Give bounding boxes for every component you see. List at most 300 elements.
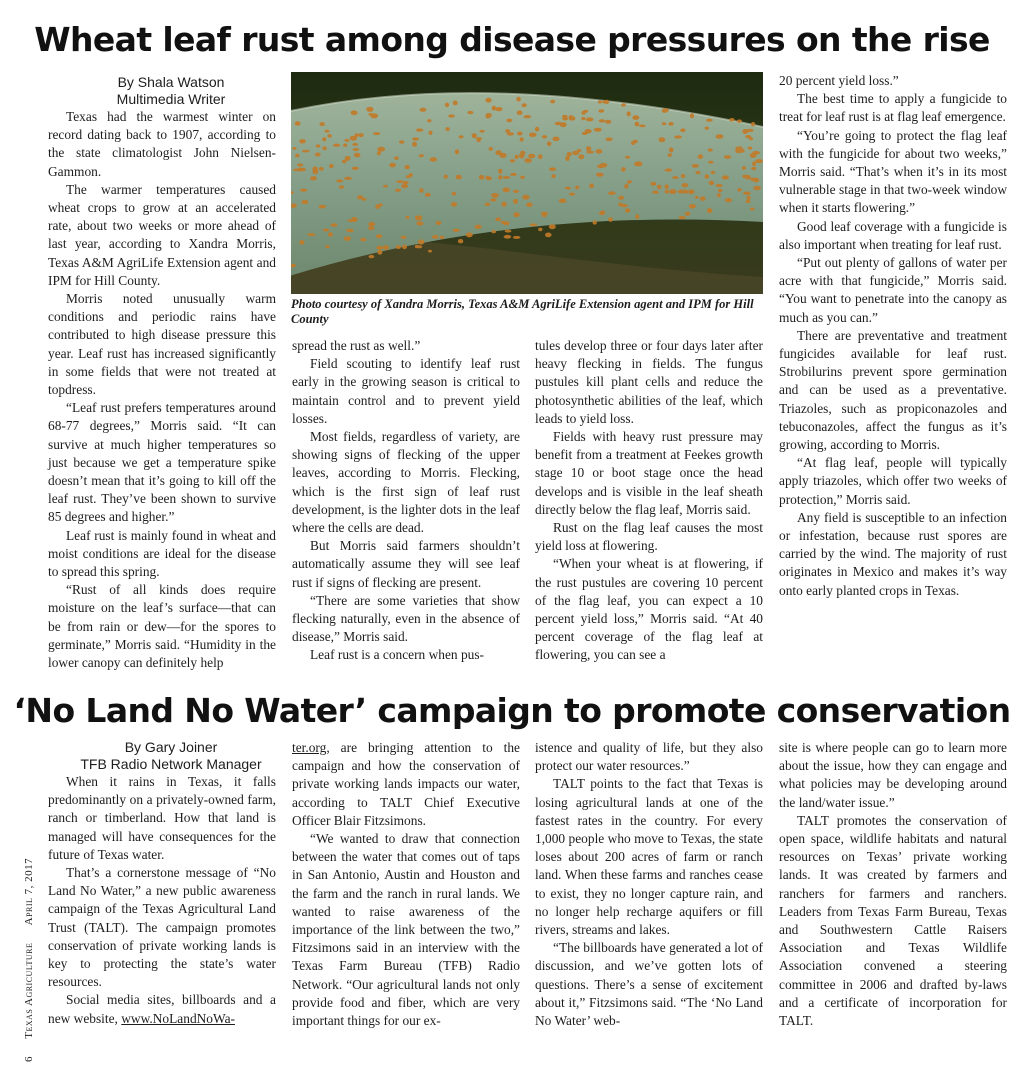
rust-spot xyxy=(549,167,556,171)
rust-spot xyxy=(665,168,673,171)
rust-spot xyxy=(513,199,518,204)
rust-spot xyxy=(503,187,510,192)
rust-spot xyxy=(419,154,424,157)
rust-spot xyxy=(459,135,464,138)
rust-spot xyxy=(351,110,358,115)
rust-spot xyxy=(428,250,432,253)
rust-spot xyxy=(581,111,585,115)
rust-spot xyxy=(685,212,691,216)
paragraph: TALT promotes the conservation of open space, wildlife habitats and natural resources on Texas’ private working lands. It was created by farmers and ranchers for farmers and ranchers. Leaders from Texas Farm Bureau, Texas and Southwestern Cattle Raisers Association and Texas Wildlife Association convened a steering committee in 2006 and drafted by-laws and a certificate of incorporation for TALT. xyxy=(779,812,1007,1029)
rust-spot xyxy=(586,117,594,121)
rust-spot xyxy=(399,140,404,143)
rust-spot xyxy=(621,167,625,172)
rust-spot xyxy=(354,153,361,158)
rust-spot xyxy=(657,185,662,190)
rust-spot xyxy=(550,100,555,104)
rust-spot xyxy=(466,232,473,237)
rust-spot xyxy=(405,216,409,219)
rust-spot xyxy=(322,146,327,150)
rust-spot xyxy=(547,142,552,147)
paragraph: Morris noted unusually warm conditions and periodic rains have contributed to high disease pressure this year. Leaf rust has increased significantly in some fields that were not treated at topdress. xyxy=(48,291,276,398)
rust-spot xyxy=(633,140,638,144)
rust-spot xyxy=(538,154,542,159)
rust-spot xyxy=(366,107,373,112)
rust-spot xyxy=(368,113,372,116)
rust-spot xyxy=(524,115,532,118)
rust-spot xyxy=(746,200,751,203)
rust-spot xyxy=(343,144,347,147)
byline-name: By Gary Joiner xyxy=(124,739,218,755)
rust-spot xyxy=(401,184,408,188)
rust-spot xyxy=(475,225,482,229)
rust-spot xyxy=(579,154,585,159)
rust-spot xyxy=(377,250,382,255)
rust-spot xyxy=(586,146,591,151)
article2-column-4 xyxy=(779,739,1007,1030)
rust-spot xyxy=(505,230,512,233)
rust-spot xyxy=(472,133,477,138)
rust-spot xyxy=(575,186,579,190)
article1-column-2 xyxy=(292,337,520,665)
rust-spot xyxy=(513,190,519,193)
rust-spot xyxy=(668,153,672,156)
rust-spot xyxy=(753,186,761,190)
article2-column-1 xyxy=(48,739,276,1028)
rust-spot xyxy=(513,236,521,239)
rust-spot xyxy=(412,142,417,147)
rust-spot xyxy=(747,196,751,201)
rust-spot xyxy=(319,167,324,171)
rust-spot xyxy=(395,189,401,192)
rust-spot xyxy=(425,193,431,197)
rust-spot xyxy=(495,107,503,111)
rust-spot xyxy=(427,119,431,122)
rust-spot xyxy=(368,226,374,230)
rust-spot xyxy=(383,245,389,250)
paragraph: “Put out plenty of gallons of water per acre with that fungicide,” Morris said. “You want to penetrate into the canopy as much as you can.” xyxy=(779,255,1007,325)
rust-spot xyxy=(322,137,326,141)
rust-spot xyxy=(625,208,630,212)
rust-spot xyxy=(750,208,755,211)
rust-spot xyxy=(492,106,496,111)
rust-spot xyxy=(295,121,301,126)
paragraph: TALT points to the fact that Texas is losing agricultural lands at one of the fastest rates in the country. For every 1,000 people who move to Texas, the state loses about 200 acres of farm or ranch land. When these farms and ranches cease to exist, they no longer capture rain, and no longer help recharge aquifers or fill rivers, streams and lakes. xyxy=(535,776,763,938)
rust-spot xyxy=(618,196,624,200)
paragraph: That’s a cornerstone message of “No Land No Water,” a new public awareness campaign of the Texas Agricultural Land Trust (TALT). The campaign promotes conservation of private working lands is key to protecting the state’s water resources. xyxy=(48,865,276,990)
rust-spot xyxy=(353,148,360,151)
paragraph: site is where people can go to learn more about the issue, how they can engage and what policies may be developing around the land/water issue.” xyxy=(779,740,1007,810)
rust-spot xyxy=(560,122,567,127)
rust-spot xyxy=(526,202,532,207)
rust-spot xyxy=(476,137,482,140)
rust-spot xyxy=(485,98,491,103)
rust-spot xyxy=(520,151,525,155)
rust-spot xyxy=(559,199,567,204)
rust-spot xyxy=(307,233,315,236)
rust-spot xyxy=(467,111,473,114)
rust-spot xyxy=(440,236,445,239)
article2-column-3 xyxy=(535,739,763,1030)
rust-spot xyxy=(522,103,527,107)
rust-spot xyxy=(742,129,748,134)
rust-spot xyxy=(608,217,613,222)
rust-spot xyxy=(752,161,756,166)
rust-spot xyxy=(549,224,556,229)
rust-spot xyxy=(520,176,524,179)
article1-column-1 xyxy=(48,74,276,672)
rust-spot xyxy=(669,147,674,152)
rust-spot xyxy=(327,134,332,138)
paragraph: Leaf rust is mainly found in wheat and moist conditions are ideal for the disease to spread this spring. xyxy=(48,527,276,580)
rust-spot xyxy=(650,182,656,186)
rust-spot xyxy=(565,156,569,161)
paragraph: Most fields, regardless of variety, are showing signs of flecking of the upper leaves, according to Morris. Flecking, which is the first sign of leaf rust development, is the lighter dots in the leaf where the cells are dead. xyxy=(292,429,520,536)
rust-spot xyxy=(665,189,669,193)
rust-spot xyxy=(302,150,310,153)
rust-spot xyxy=(681,174,685,178)
paragraph: Leaf rust is a concern when pus- xyxy=(310,647,485,663)
rust-spot xyxy=(491,230,496,233)
rust-spot xyxy=(602,100,608,104)
rust-spot xyxy=(674,135,682,138)
rust-spot xyxy=(593,220,597,224)
rust-spot xyxy=(401,236,407,239)
rust-spot xyxy=(456,175,462,180)
rust-spot xyxy=(339,185,345,188)
paragraph: “There are some varieties that show flecking naturally, even in the absence of disease,” Morris said. xyxy=(292,592,520,645)
paragraph: “Leaf rust prefers temperatures around 68-77 degrees,” Morris said. “It can survive at much higher temperatures so just because we get a temperature spike doesn’t mean that it’s going to kill off the leaf rust. They’ve been shown to survive 85 degrees and higher.” xyxy=(48,400,276,525)
rust-spot xyxy=(500,153,507,158)
rust-spot xyxy=(520,137,524,141)
paragraph: “At flag leaf, people will typically apply triazoles, which offer two weeks of protection,” Morris said. xyxy=(779,455,1007,507)
paragraph: But Morris said farmers shouldn’t automatically assume they will see leaf rust if signs of flecking are present. xyxy=(292,538,520,590)
rust-spot xyxy=(669,189,677,194)
rust-spot xyxy=(538,228,542,232)
rust-spot xyxy=(416,245,422,248)
rust-spot xyxy=(608,191,616,195)
paragraph: Good leaf coverage with a fungicide is also important when treating for leaf rust. xyxy=(779,218,1007,252)
paragraph: There are preventative and treatment fungicides available for leaf rust. Strobilurins prevent spore germination and can be used as a preventative. Triazoles, such as propiconazoles and tebuconazoles, affect the fungus as it’s growing, according to Morris. xyxy=(779,327,1007,453)
rust-spot xyxy=(716,134,724,139)
rust-spot xyxy=(416,221,423,225)
rust-spot xyxy=(505,129,510,133)
rust-spot xyxy=(504,235,512,239)
rust-spot xyxy=(310,176,317,180)
rust-spot xyxy=(729,118,735,122)
rust-spot xyxy=(551,174,555,178)
rust-spot xyxy=(510,159,516,162)
rust-spot xyxy=(325,245,329,248)
rust-spot xyxy=(352,167,359,170)
rust-spot xyxy=(625,156,630,159)
publication-name: Texas Agriculture xyxy=(23,942,35,1039)
rust-spot xyxy=(659,137,666,142)
rust-spot xyxy=(569,115,574,119)
paragraph: “We wanted to draw that connection between the water that comes out of taps in San Antonio, Austin and Houston and the farm and the ranch in rural lands. We wanted to raise awareness of the importance of the link between the two,” Fitzsimons said in an interview with the Texas Farm Bureau (TFB) Radio Network. “Our agricultural lands not only provide food and fiber, which are very important things for our ex- xyxy=(292,831,520,1029)
rust-spot xyxy=(344,139,349,142)
rust-spot xyxy=(624,184,628,189)
rust-spot xyxy=(328,232,333,236)
rust-spot xyxy=(565,187,571,190)
rust-spot xyxy=(689,204,696,209)
rust-spot xyxy=(725,198,732,202)
paragraph: Fields with heavy rust pressure may benefit from a treatment at Feekes growth stage 10 or boot stage once the head develops and is visible in the leaf sheath directly below the flag leaf, Morris said. xyxy=(535,429,763,517)
rust-spot xyxy=(750,178,756,182)
rust-spot xyxy=(320,122,325,126)
rust-spot xyxy=(682,183,689,187)
paragraph: istence and quality of life, but they also protect our water resources.” xyxy=(535,740,763,774)
rust-spot xyxy=(688,189,694,194)
rust-spot xyxy=(429,131,433,135)
rust-spot xyxy=(698,154,704,159)
rust-spot xyxy=(355,133,359,137)
paragraph: Field scouting to identify leaf rust early in the growing season is critical to maintain control and to prevent yield losses. xyxy=(292,356,520,426)
rust-spot xyxy=(298,167,303,171)
rust-spot xyxy=(323,229,330,232)
paragraph: “You’re going to protect the flag leaf with the fungicide for about two weeks,” Morris said. “That’s when it’s in its most vulnerable stage in that two-week window when it starts flowering.” xyxy=(779,127,1007,216)
rust-spot xyxy=(495,217,501,221)
rust-spot xyxy=(606,138,613,142)
paragraph: Rust on the flag leaf causes the most yield loss at flowering. xyxy=(535,520,763,554)
rust-spot xyxy=(420,108,427,112)
rust-spot xyxy=(635,214,639,219)
rust-spot xyxy=(299,240,304,245)
rust-spot xyxy=(299,139,306,143)
rust-spot xyxy=(418,239,425,244)
rust-spot xyxy=(599,119,606,122)
rust-spot xyxy=(530,223,538,226)
rust-spot xyxy=(522,195,529,200)
rust-spot xyxy=(748,147,752,150)
rust-spot xyxy=(745,135,751,138)
rust-spot xyxy=(383,185,388,188)
rust-spot xyxy=(711,171,715,174)
rust-spot xyxy=(302,200,309,204)
rust-spot xyxy=(751,167,756,170)
rust-spot xyxy=(329,164,334,168)
rust-spot xyxy=(599,212,604,215)
rust-spot xyxy=(627,111,631,116)
rust-spot xyxy=(315,153,321,157)
rust-spot xyxy=(716,184,723,187)
page-number: 6 xyxy=(23,1056,35,1062)
rust-spot xyxy=(455,149,459,154)
rust-spot xyxy=(517,110,523,115)
rust-spot xyxy=(618,203,622,207)
rust-spot xyxy=(444,175,448,179)
rust-spot xyxy=(376,246,383,250)
rust-spot xyxy=(405,165,410,169)
rust-spot xyxy=(458,239,463,243)
rust-spot xyxy=(344,177,352,180)
rust-spot xyxy=(485,176,490,179)
rust-spot xyxy=(451,202,457,207)
rust-spot xyxy=(552,137,559,142)
rust-spot xyxy=(690,113,694,118)
rust-spot xyxy=(529,133,537,138)
rust-spot xyxy=(586,151,593,154)
paragraph: Texas had the warmest winter on record dating back to 1907, according to the state climatologist John Nielsen-Gammon. xyxy=(48,109,276,179)
rust-spot xyxy=(695,171,700,174)
headline-wheat-leaf-rust: Wheat leaf rust among disease pressures on the rise xyxy=(34,20,990,59)
rust-spot xyxy=(596,173,604,177)
rust-spot xyxy=(535,127,539,132)
rust-spot xyxy=(737,188,741,192)
rust-spot xyxy=(601,164,607,167)
rust-spot xyxy=(312,166,317,171)
rust-spot xyxy=(406,175,410,178)
rust-spot xyxy=(635,122,640,127)
paragraph: The best time to apply a fungicide to treat for leaf rust is at flag leaf emergence. xyxy=(779,91,1007,125)
rust-spot xyxy=(672,176,678,179)
rust-spot xyxy=(635,161,643,166)
rust-spot xyxy=(297,163,303,166)
website-link[interactable]: www.NoLandNoWa- xyxy=(121,1010,235,1026)
rust-spot xyxy=(345,156,351,161)
rust-spot xyxy=(707,208,713,213)
rust-spot xyxy=(344,236,351,241)
paragraph: “Rust of all kinds does require moisture on the leaf’s surface—that can be from rain or dew—for the spores to germinate,” Morris said. “Humidity in the lower canopy can definitely help xyxy=(48,582,276,671)
rust-spot xyxy=(376,234,382,238)
rust-spot xyxy=(692,164,699,168)
rust-spot xyxy=(373,132,380,135)
rust-spot xyxy=(452,192,456,196)
rust-spot xyxy=(700,196,706,201)
paragraph: “When your wheat is at flowering, if the rust pustules are covering 10 percent of the flag leaf, you can expect a 10 percent yield loss,” Morris said. “At 40 percent coverage of the flag leaf at flowering, you can see a xyxy=(535,556,763,663)
rust-spot xyxy=(300,189,307,192)
rust-spot xyxy=(319,205,326,209)
rust-spot xyxy=(362,198,366,201)
rust-spot xyxy=(501,221,507,224)
rust-spot xyxy=(445,127,449,131)
rust-spot xyxy=(717,193,721,197)
byline-name: By Shala Watson xyxy=(117,74,225,90)
paragraph: spread the rust as well.” xyxy=(292,338,421,353)
article2-column-2 xyxy=(292,739,520,1030)
rust-spot xyxy=(695,196,699,199)
paragraph: The warmer temperatures caused wheat crops to grow at an accelerated rate, about two weeks or more ahead of last year, according to Xandra Morris, Texas A&M AgriLife Extension agent and IPM for Hill County. xyxy=(48,181,276,288)
rust-spot xyxy=(542,135,547,138)
rust-spot xyxy=(605,120,611,124)
rust-spot xyxy=(402,245,407,250)
rust-spot xyxy=(377,151,381,155)
rust-spot xyxy=(621,103,626,107)
rust-spot xyxy=(742,166,746,170)
paragraph: tules develop three or four days later after heavy flecking in fields. The fungus pustules kill plant cells and reduce the photosynthetic abilities of the leaf, which leads to yield loss. xyxy=(535,338,763,426)
rust-spot xyxy=(514,212,520,217)
rust-spot xyxy=(627,180,632,184)
rust-spot xyxy=(396,180,404,183)
rust-spot xyxy=(577,149,581,152)
rust-spot xyxy=(432,235,438,239)
rust-spot xyxy=(585,129,592,133)
rust-spot xyxy=(662,122,667,125)
rust-spot xyxy=(722,175,729,179)
rust-spot xyxy=(430,157,438,161)
rust-spot xyxy=(352,143,358,146)
rust-spot xyxy=(705,174,710,179)
rust-spot xyxy=(745,175,751,180)
rust-spot xyxy=(632,115,639,120)
website-link-end[interactable]: ter.org xyxy=(292,740,327,755)
rust-spot xyxy=(639,125,646,128)
rust-spot xyxy=(506,119,512,123)
rust-spot xyxy=(491,193,499,198)
rust-spot xyxy=(331,223,338,226)
rust-spot xyxy=(369,255,375,258)
rust-spot xyxy=(351,217,357,222)
rust-spot xyxy=(589,184,594,189)
rust-spot xyxy=(594,128,602,132)
rust-spot xyxy=(524,158,532,163)
rust-spot xyxy=(737,119,742,123)
rust-spot xyxy=(652,191,659,194)
rust-spot xyxy=(515,155,519,160)
rust-spot xyxy=(490,198,497,201)
rust-spot xyxy=(595,149,602,154)
rust-spot xyxy=(479,175,484,180)
rust-spot xyxy=(668,122,673,126)
rust-spot xyxy=(501,202,506,207)
paragraph: “The billboards have generated a lot of discussion, and we’ve gotten lots of questions. There’s a sense of excitement about it,” Fitzsimons said. “The ‘No Land No Water’ web- xyxy=(535,940,763,1029)
rust-spot xyxy=(679,216,686,219)
rust-spot xyxy=(445,103,449,108)
issue-date: April 7, 2017 xyxy=(23,857,35,926)
rust-spot xyxy=(562,115,568,118)
rust-spot xyxy=(682,190,689,194)
rust-spot xyxy=(718,189,723,192)
rust-spot xyxy=(378,203,383,206)
rust-spot xyxy=(662,108,669,112)
headline-no-land-no-water: ‘No Land No Water’ campaign to promote conservation xyxy=(13,691,1011,730)
rust-spot xyxy=(453,229,460,232)
rust-spot xyxy=(389,163,396,168)
rust-spot xyxy=(377,147,385,152)
rust-spot xyxy=(416,128,423,131)
rust-spot xyxy=(346,229,354,232)
rust-spot xyxy=(394,156,399,160)
rust-spot xyxy=(292,147,296,150)
paragraph: 20 percent yield loss.” xyxy=(779,73,899,88)
rust-spot xyxy=(316,144,321,147)
rust-spot xyxy=(581,117,585,120)
article1-column-4 xyxy=(779,72,1007,600)
rust-spot xyxy=(545,233,552,238)
leaf-photo-image xyxy=(291,72,763,294)
rust-spot xyxy=(503,176,511,179)
rust-spot xyxy=(325,130,330,133)
rust-spot xyxy=(333,144,340,147)
rust-spot xyxy=(498,175,502,180)
rust-spot xyxy=(708,161,713,164)
rust-spot xyxy=(453,101,458,106)
rust-spot xyxy=(360,238,366,242)
rust-spot xyxy=(436,221,442,225)
paragraph: Any field is susceptible to an infection or infestation, because rust spores are carried by the wind. The majority of rust originates in Mexico and makes it’s way onto early planted crops in Texas. xyxy=(779,509,1007,598)
rust-spot xyxy=(755,159,763,163)
rust-spot xyxy=(751,122,755,126)
rust-spot xyxy=(479,130,485,133)
rust-spot xyxy=(415,215,422,220)
rust-spot xyxy=(705,127,709,130)
rust-spot xyxy=(680,128,685,132)
rust-spot xyxy=(724,155,731,159)
rust-spot xyxy=(709,181,714,186)
rust-spot xyxy=(542,213,547,217)
rust-spot xyxy=(448,114,455,117)
rust-spot xyxy=(419,188,424,193)
rust-spot xyxy=(368,222,375,226)
